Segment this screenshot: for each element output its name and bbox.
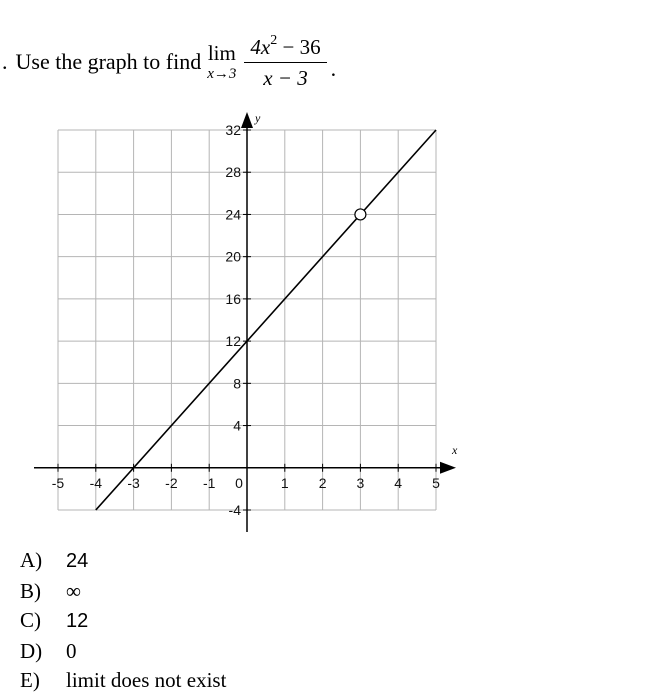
answer-text: 12 (66, 610, 89, 632)
y-tick-label: 28 (225, 164, 241, 181)
y-axis-label: y (255, 111, 261, 125)
x-tick-label: 1 (280, 474, 289, 491)
x-tick-label: -5 (51, 474, 65, 491)
function-line (96, 130, 436, 510)
x-tick-label: -3 (127, 474, 140, 491)
denominator-term: x − 3 (263, 65, 308, 90)
answer-letter: D) (20, 638, 43, 663)
fraction-denominator (263, 63, 308, 89)
question-number: . (2, 49, 8, 74)
answer-choice[interactable] (20, 666, 226, 696)
x-tick-label: 3 (356, 474, 365, 491)
y-tick-label: 8 (233, 375, 241, 392)
open-circle-hole (355, 209, 366, 220)
limit-word: lim (207, 40, 236, 65)
plot-series (96, 130, 436, 510)
answer-letter: C) (20, 608, 41, 632)
x-axis-label: x (452, 442, 458, 457)
answer-choice[interactable] (20, 577, 226, 607)
limit-notation (207, 40, 237, 82)
y-tick-label: -4 (228, 502, 241, 518)
x-tick-label: 5 (432, 474, 440, 491)
y-tick-label: 32 (225, 122, 241, 138)
numerator-exponent: 2 (270, 32, 278, 48)
answer-text: 24 (66, 550, 89, 572)
answer-text: ∞ (66, 578, 81, 603)
numerator-constant: − 36 (277, 34, 321, 59)
x-tick-label: -1 (202, 474, 216, 491)
answer-text: limit does not exist (66, 668, 227, 692)
y-tick-label: 16 (225, 290, 241, 307)
limit-fraction (244, 32, 326, 90)
question-end: . (330, 56, 337, 81)
question-prompt (2, 32, 336, 92)
y-tick-label: 24 (225, 206, 241, 223)
answer-choice[interactable] (20, 546, 226, 577)
answer-choice[interactable] (20, 637, 226, 667)
y-tick-label: 20 (225, 248, 241, 265)
answer-choice[interactable] (20, 606, 226, 637)
answer-letter: A) (20, 548, 43, 572)
x-tick-label: 2 (318, 474, 327, 491)
fraction-numerator (244, 32, 326, 63)
x-tick-label: -2 (165, 474, 178, 491)
answer-text: 0 (66, 638, 77, 663)
numerator-term: 4x (250, 34, 271, 59)
x-axis-arrow (440, 462, 456, 474)
answer-letter: B) (20, 578, 41, 603)
y-tick-label: 12 (225, 333, 241, 350)
x-tick-label: -4 (89, 474, 103, 491)
answer-choices (20, 546, 226, 696)
x-tick-label: 4 (394, 474, 403, 491)
x-tick-label: 0 (235, 474, 243, 491)
axes (34, 112, 456, 532)
y-axis-arrow (241, 112, 253, 128)
y-tick-label: 4 (233, 417, 241, 434)
answer-letter: E) (20, 668, 40, 692)
function-graph (0, 100, 480, 540)
limit-subscript: x→3 (207, 65, 237, 82)
question-text: Use the graph to find (15, 49, 202, 74)
